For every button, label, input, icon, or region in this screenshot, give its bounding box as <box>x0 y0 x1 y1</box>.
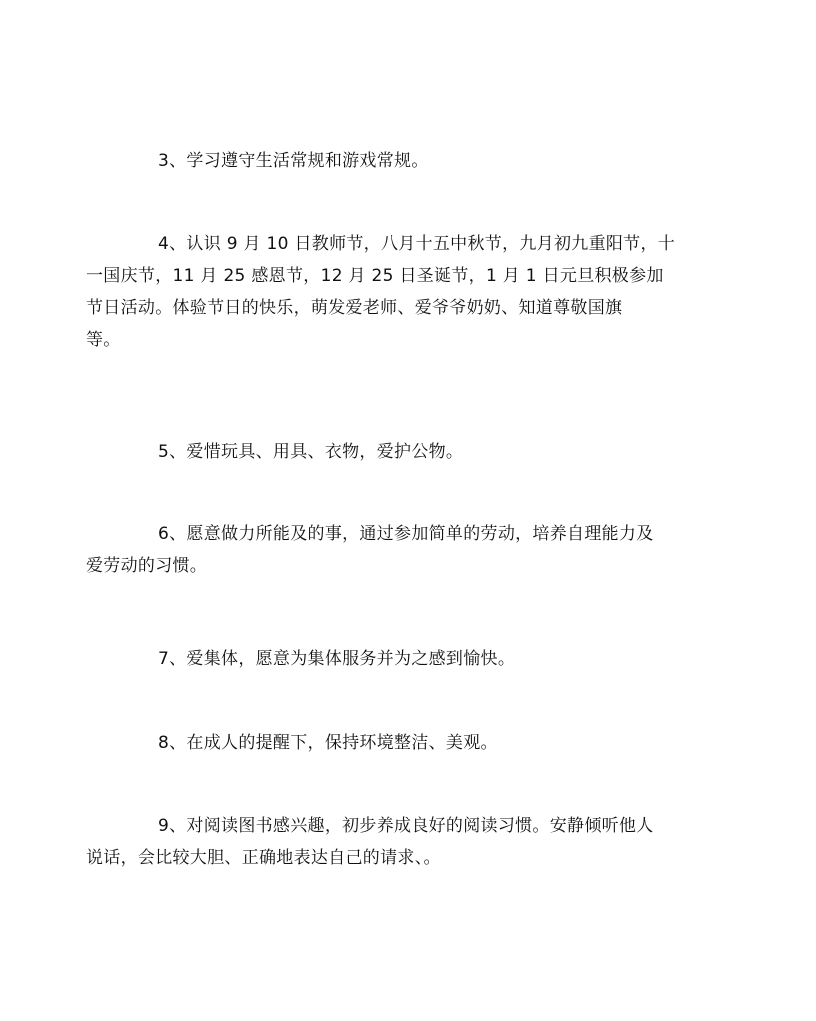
paragraph-9 <box>86 810 702 874</box>
paragraph-6 <box>86 518 702 582</box>
paragraph-8 <box>122 727 702 759</box>
paragraph-line: 说话，会比较大胆、正确地表达自己的请求、。 <box>86 848 441 868</box>
paragraph-line: 4、认识 9 月 10 日教师节，八月十五中秋节，九月初九重阳节，十 <box>158 234 676 254</box>
paragraph-line: 9、对阅读图书感兴趣，初步养成良好的阅读习惯。安静倾听他人 <box>158 816 654 836</box>
paragraph-line: 3、学习遵守生活常规和游戏常规。 <box>158 151 429 171</box>
paragraph-5 <box>122 436 702 468</box>
paragraph-line: 节日活动。体验节日的快乐，萌发爱老师、爱爷爷奶奶、知道尊敬国旗 <box>86 298 623 318</box>
paragraph-3 <box>122 145 702 177</box>
paragraph-line: 爱劳动的习惯。 <box>86 556 208 576</box>
paragraph-line: 等。 <box>86 330 121 350</box>
paragraph-7 <box>122 643 702 675</box>
paragraph-line: 8、在成人的提醒下，保持环境整洁、美观。 <box>158 733 498 753</box>
paragraph-line: 一国庆节，11 月 25 感恩节，12 月 25 日圣诞节，1 月 1 日元旦积极参加 <box>86 266 664 286</box>
paragraph-4 <box>86 228 702 356</box>
paragraph-line: 7、爱集体，愿意为集体服务并为之感到愉快。 <box>158 649 516 669</box>
paragraph-line: 6、愿意做力所能及的事，通过参加简单的劳动，培养自理能力及 <box>158 524 654 544</box>
paragraph-line: 5、爱惜玩具、用具、衣物，爱护公物。 <box>158 442 464 462</box>
